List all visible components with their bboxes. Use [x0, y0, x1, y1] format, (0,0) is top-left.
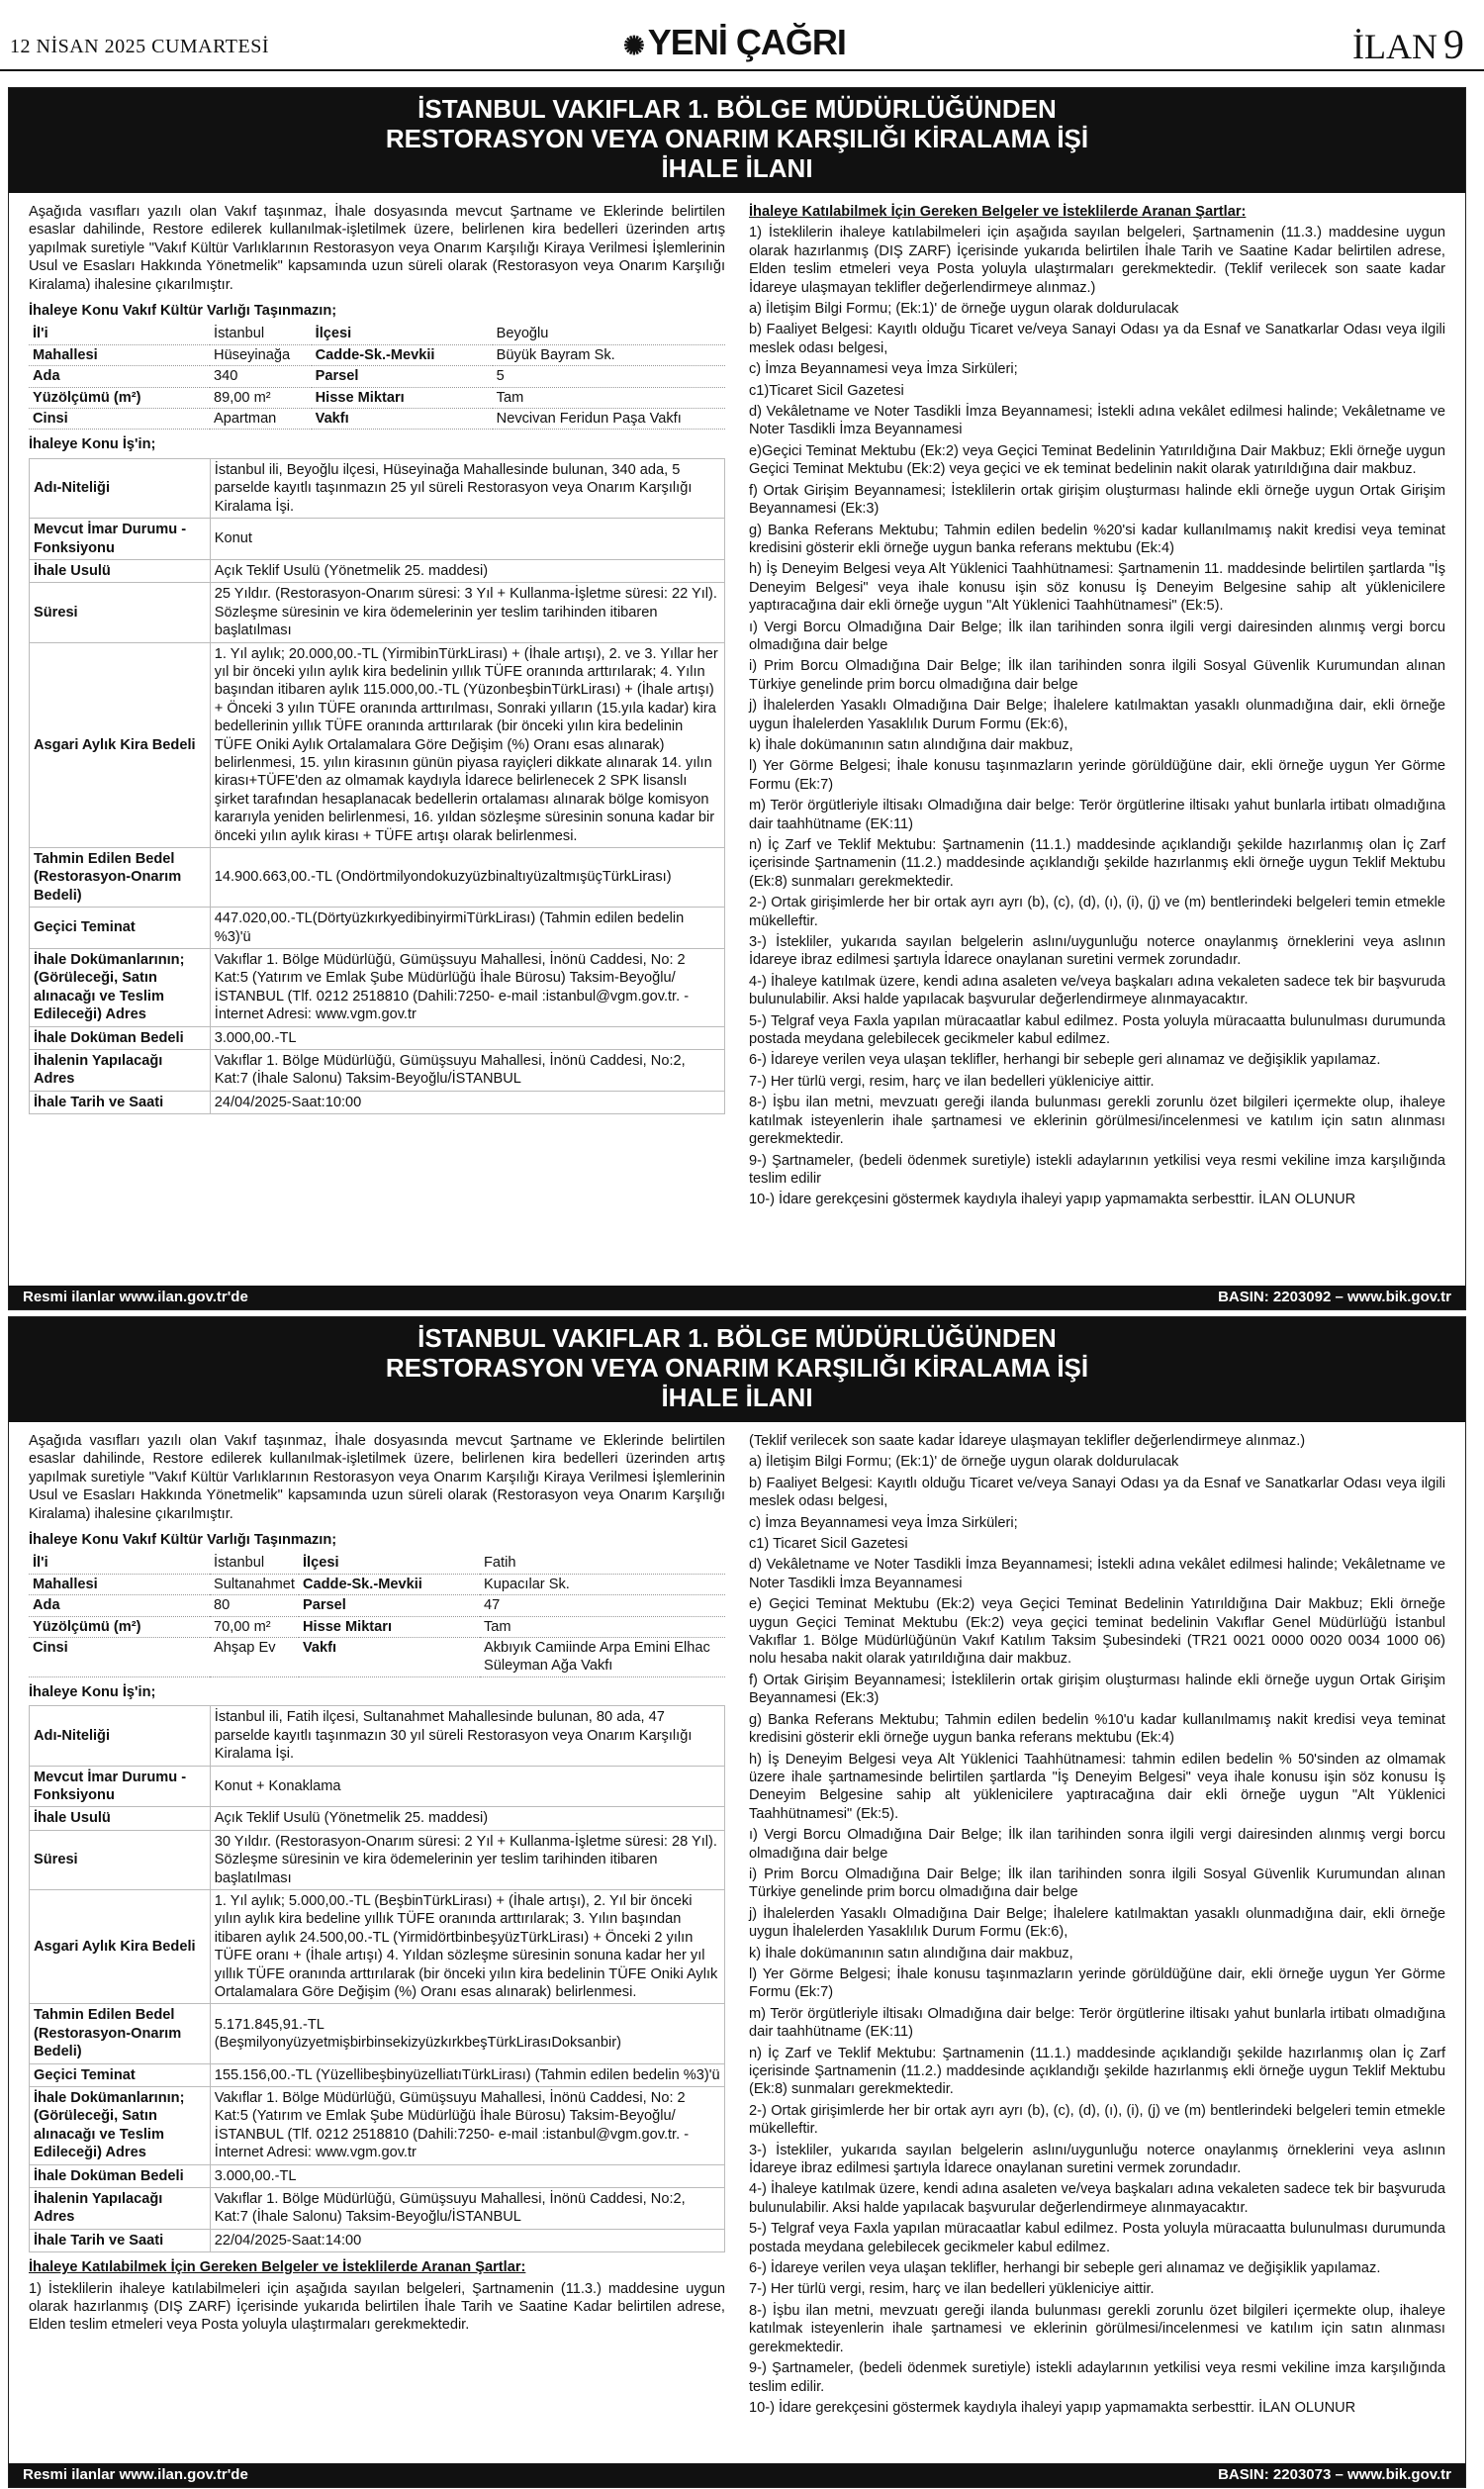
detail-key: İhale Doküman Bedeli — [30, 1026, 211, 1049]
asset-info-row — [29, 1616, 725, 1637]
work-detail-row — [30, 458, 725, 518]
requirement-item: 6-) İdareye verilen veya ulaşan teklifler, herhangi bir sebeple geri alınamaz ve değişiklik yapılamaz. — [749, 2260, 1381, 2277]
info-key: Hisse Miktarı — [312, 387, 493, 408]
right-column — [749, 1432, 1445, 2420]
ad-title-line-3: İHALE İLANI — [661, 1383, 813, 1412]
requirement-item: 6-) İdareye verilen veya ulaşan teklifler, herhangi bir sebeple geri alınamaz ve değişiklik yapılamaz. — [749, 1052, 1381, 1069]
issue-date: 12 NİSAN 2025 CUMARTESİ — [10, 36, 269, 57]
requirement-item: b) Faaliyet Belgesi: Kayıtlı olduğu Ticaret ve/veya Sanayi Odası ya da Esnaf ve Sanatkarlar Odası veya ilgili meslek odası belgesi, — [749, 322, 1445, 356]
info-value: 5 — [493, 366, 725, 387]
info-key: İl'i — [29, 1553, 210, 1574]
work-detail-row — [30, 2087, 725, 2165]
footer-right: BASIN: 2203073 – www.bik.gov.tr — [1218, 2466, 1451, 2483]
requirement-item: m) Terör örgütleriyle iltisakı Olmadığına dair belge: Terör örgütlerine iltisakı yahut bunlarla irtibatı olmadığına dair taahhütname (EK:11) — [749, 798, 1445, 832]
footer-left: Resmi ilanlar www.ilan.gov.tr'de — [23, 2466, 248, 2483]
work-detail-row — [30, 1807, 725, 1830]
tender-ad-1 — [8, 87, 1466, 1310]
detail-value: 5.171.845,91.-TL (BeşmilyonyüzyetmişbirbinsekizyüzkırkbeşTürkLirasıDoksanbir) — [210, 2004, 724, 2063]
requirement-item: 9-) Şartnameler, (bedeli ödenmek suretiyle) istekli adaylarının yetkilisi veya resmi vekiline imza karşılığında teslim edilir. — [749, 2360, 1445, 2395]
requirement-item: 7-) Her türlü vergi, resim, harç ve ilan bedelleri yükleniciye aittir. — [749, 2281, 1155, 2298]
requirement-item: c) İmza Beyannamesi veya İmza Sirküleri; — [749, 361, 1018, 378]
requirements-list — [749, 1432, 1445, 2417]
info-value: İstanbul — [210, 324, 312, 344]
info-value: 47 — [480, 1595, 725, 1616]
detail-key: Mevcut İmar Durumu - Fonksiyonu — [30, 519, 211, 560]
requirements-heading: İhaleye Katılabilmek İçin Gereken Belgeler ve İsteklilerde Aranan Şartlar: — [749, 204, 1247, 220]
info-value: Ahşap Ev — [210, 1638, 299, 1677]
info-key: Parsel — [299, 1595, 480, 1616]
requirement-item: i) Prim Borcu Olmadığına Dair Belge; İlk ilan tarihinden sonra ilgili Sosyal Güvenlik Kurumundan alınan Türkiye genelinde prim borcu olmadığına dair belge — [749, 1866, 1445, 1901]
masthead — [0, 0, 1484, 71]
work-detail-row — [30, 1050, 725, 1092]
requirement-item: a) İletişim Bilgi Formu; (Ek:1)' de örneğe uygun olarak doldurulacak — [749, 301, 1179, 318]
detail-value: 1. Yıl aylık; 20.000,00.-TL (YirmibinTürkLirası) + (İhale artışı), 2. ve 3. Yıllar her yıl bir önceki yılın aylık kira bedelinin yıllık TÜFE oranında arttırılarak; 4. Yılın başından itibaren aylık 115.000,00.-TL (YüzonbeşbinTürkLirası) + (İhale artışı) + Önceki 3 yılın TÜFE oranında arttırılması, Sonraki yılların (15.yıla kadar) kira bedellerinin yıllık TÜFE oranında arttırılarak (bir önceki yılın kira bedelinin TÜFE Oniki Aylık Ortalamalara Göre Değişim (%) Oranı esas alınarak) belirlenmesi, 15. yılın kirasının günün piyasa rayiçleri dikkate alınarak 14. yılın kirası+TÜFE'den az olmamak kaydıyla İdarece belirlenecek 2 SPK lisanslı şirket tarafından hesaplanacak bedellerin ortalaması alınarak bölge komisyon kararıyla yeniden belirlenmesi, 16. yıldan sözleşme süresinin sonuna kadar bir önceki yılın aylık kirası + TÜFE artışı olarak belirlenmesi. — [210, 642, 724, 847]
requirement-item: 10-) İdare gerekçesini göstermek kaydıyla ihaleyi yapıp yapmamakta serbesttir. İLAN OLUNUR — [749, 2399, 1356, 2416]
torch-icon: ✺ — [623, 31, 644, 60]
work-detail-row — [30, 848, 725, 908]
requirement-item: h) İş Deneyim Belgesi veya Alt Yüklenici Taahhütnamesi: tahmin edilen bedelin % 50'sinden az olmamak üzere ihale şartnamesinde belirtilen şartlarda "İş Deneyim Belgesi" veya ihale konusu işin söz konusu İş Deneyim Belgesine sahip alt yüklenicilere yaptıracağına dair ekli örneğe uygun "Alt Yüklenici Taahhütnamesi" (Ek:5). — [749, 1751, 1445, 1822]
info-key: Yüzölçümü (m²) — [29, 387, 210, 408]
info-value: Beyoğlu — [493, 324, 725, 344]
info-key: Cinsi — [29, 1638, 210, 1677]
info-value: Apartman — [210, 409, 312, 430]
detail-value: 447.020,00.-TL(DörtyüzkırkyedibinyirmiTürkLirası) (Tahmin edilen bedelin %3)'ü — [210, 908, 724, 949]
detail-value: Vakıflar 1. Bölge Müdürlüğü, Gümüşsuyu Mahallesi, İnönü Caddesi, No:2, Kat:7 (İhale Salonu) Taksim-Beyoğlu/İSTANBUL — [210, 2188, 724, 2230]
detail-key: İhale Dokümanlarının; (Görüleceği, Satın alınacağı ve Teslim Edileceği) Adres — [30, 949, 211, 1027]
info-key: Vakfı — [312, 409, 493, 430]
asset-label: İhaleye Konu Vakıf Kültür Varlığı Taşınmazın; — [29, 1532, 337, 1549]
info-key: İlçesi — [299, 1553, 480, 1574]
detail-value: Konut + Konaklama — [210, 1766, 724, 1807]
requirement-item: e) Geçici Teminat Mektubu (Ek:2) veya Geçici Teminat Bedelinin Yatırıldığına Dair Makbuz; Ekli örneğe uygun Geçici Teminat Mektubu (Ek:2) veya geçici teminat bedelinin Vakıflar Genel Müdürlüğü İstanbul Vakıflar 1. Bölge Müdürlüğünün Vakıf Katılım Taksim Şubesindeki (TR21 0021 0000 0020 0034 1000 06) nolu hesaba nakit olarak yatırıldığına dair makbuz. — [749, 1596, 1445, 1668]
requirement-item: 2-) Ortak girişimlerde her bir ortak ayrı ayrı (b), (c), (d), (ı), (i), (j) ve (m) bentlerindeki belgeleri temin etmekle mükelleftir. — [749, 2102, 1445, 2138]
ad-title-line-1: İSTANBUL VAKIFLAR 1. BÖLGE MÜDÜRLÜĞÜNDEN — [417, 94, 1057, 124]
info-key: Parsel — [312, 366, 493, 387]
info-value: 340 — [210, 366, 312, 387]
info-value: 70,00 m² — [210, 1616, 299, 1637]
ad-title-line-2: RESTORASYON VEYA ONARIM KARŞILIĞI KİRALAMA İŞİ — [385, 124, 1089, 153]
info-key: Cadde-Sk.-Mevkii — [312, 344, 493, 365]
info-value: Hüseyinağa — [210, 344, 312, 365]
detail-value: Konut — [210, 519, 724, 560]
requirement-item: g) Banka Referans Mektubu; Tahmin edilen bedelin %20'si kadar kullanılmamış nakit kredisi veya teminat kredisini gösterir ekli örneğe uygun banka referans mektubu (Ek:4) — [749, 522, 1445, 556]
requirement-item: j) İhalelerden Yasaklı Olmadığına Dair Belge; İhalelere katılmaktan yasaklı olunmadığına dair, ekli örneğe uygun İhalelerden Yasaklılık Durum Formu (Ek:6), — [749, 698, 1445, 732]
requirement-item: ı) Vergi Borcu Olmadığına Dair Belge; İlk ilan tarihinden sonra ilgili vergi dairesinden alınmış vergi borcu olmadığına dair belge — [749, 619, 1445, 653]
detail-value: 155.156,00.-TL (YüzellibeşbinyüzelliatıTürkLirası) (Tahmin edilen bedelin %3)'ü — [210, 2063, 724, 2086]
asset-info-row — [29, 324, 725, 344]
requirement-item: n) İç Zarf ve Teklif Mektubu: Şartnamenin (11.1.) maddesinde açıklandığı şekilde hazırlanmış olan İç Zarf içerisinde Şartnamenin (11.2.) maddesinde açıklandığı şekilde hazırlanmış ekli örneğe uygun Teklif Mektubu (Ek:8) sunmaları gerekmektedir. — [749, 2045, 1445, 2098]
ad-title-line-2: RESTORASYON VEYA ONARIM KARŞILIĞI KİRALAMA İŞİ — [385, 1353, 1089, 1383]
requirement-item: 3-) İstekliler, yukarıda sayılan belgelerin aslını/uygunluğu noterce onaylanmış örneklerini veya aslının İdareye ibraz edilmesi şartıyla İdarece onaylanan suretini vermek zorundadır. — [749, 2142, 1445, 2177]
work-detail-row — [30, 642, 725, 847]
page-label — [1352, 22, 1464, 69]
left-column — [29, 203, 725, 1212]
requirement-item: 8-) İşbu ilan metni, mevzuatı gereği ilanda bulunması gerekli zorunlu özet bilgileri içermekte olup, ihaleye katılmak isteyenlerin ihale şartnamesi ve eklerinin görülmesi/incelenmesi ve katılım için satın alınması gerekmektedir. — [749, 2302, 1445, 2355]
info-value: Tam — [493, 387, 725, 408]
ad-footer — [9, 2463, 1465, 2487]
asset-info-table — [29, 324, 725, 430]
requirements-intro: 1) İsteklilerin ihaleye katılabilmeleri için aşağıda sayılan belgeleri, Şartnamenin (11.3.) maddesine uygun olarak hazırlanmış (DIŞ ZARF) İçerisinde yukarıda belirtilen İhale Tarih ve Saatine Kadar belirtilen adrese, Elden teslim etmeleri veya Posta yoluyla ulaştırmaları gerekmektedir. — [29, 2280, 725, 2334]
requirement-item: 7-) Her türlü vergi, resim, harç ve ilan bedelleri yükleniciye aittir. — [749, 1073, 1155, 1090]
requirement-item: k) İhale dokümanının satın alındığına dair makbuz, — [749, 736, 1073, 753]
requirement-item: n) İç Zarf ve Teklif Mektubu: Şartnamenin (11.1.) maddesinde açıklandığı şekilde hazırlanmış olan İç Zarf içerisinde Şartnamenin (11.2.) maddesinde açıklandığı şekilde hazırlanmış ekli örneğe uygun Teklif Mektubu (Ek:8) sunmaları gerekmektedir. — [749, 837, 1445, 890]
requirement-item: 1) İsteklilerin ihaleye katılabilmeleri için aşağıda sayılan belgeleri, Şartnamenin (11.3.) maddesine uygun olarak hazırlanmış (DIŞ ZARF) İçerisinde yukarıda belirtilen İhale Tarih ve Saatine Kadar belirtilen adrese, Elden teslim etmeleri veya Posta yoluyla ulaştırmaları gerekmektedir. (Teklif verilecek son saate kadar İdareye ulaşmayan teklifler değerlendirmeye alınmaz.) — [749, 225, 1445, 296]
work-label: İhaleye Konu İş'in; — [29, 1683, 156, 1700]
work-detail-row — [30, 1830, 725, 1889]
requirement-item: d) Vekâletname ve Noter Tasdikli İmza Beyannamesi; İstekli adına vekâlet edilmesi halinde; Vekâletname ve Noter Tasdikli İmza Beyannamesi — [749, 404, 1445, 438]
ad-title-line-3: İHALE İLANI — [661, 153, 813, 183]
ad-title-line-1: İSTANBUL VAKIFLAR 1. BÖLGE MÜDÜRLÜĞÜNDEN — [417, 1323, 1057, 1353]
info-key: Yüzölçümü (m²) — [29, 1616, 210, 1637]
requirement-item: l) Yer Görme Belgesi; İhale konusu taşınmazların yerinde görüldüğüne dair, ekli örneğe uygun Yer Görme Formu (Ek:7) — [749, 1965, 1445, 2001]
detail-value: İstanbul ili, Beyoğlu ilçesi, Hüseyinağa Mahallesinde bulunan, 340 ada, 5 parselde kayıtlı taşınmazın 25 yıl süreli Restorasyon veya Onarım Karşılığı Kiralama İşi. — [210, 458, 724, 518]
requirement-item: m) Terör örgütleriyle iltisakı Olmadığına dair belge: Terör örgütlerine iltisakı yahut bunlarla irtibatı olmadığına dair taahhütname (EK:11) — [749, 2005, 1445, 2041]
requirement-item: 4-) İhaleye katılmak üzere, kendi adına asaleten ve/veya başkaları adına vekaleten sadece tek bir başvuruda bulunulabilir. Aksi halde yapılacak başvurular değerlendirmeye alınmayacaktır. — [749, 2181, 1445, 2216]
requirement-item: a) İletişim Bilgi Formu; (Ek:1)' de örneğe uygun olarak doldurulacak — [749, 1454, 1179, 1471]
requirement-item: j) İhalelerden Yasaklı Olmadığına Dair Belge; İhalelere katılmaktan yasaklı olunmadığına dair, ekli örneğe uygun İhalelerden Yasaklılık Durum Formu (Ek:6), — [749, 1905, 1445, 1941]
detail-key: Tahmin Edilen Bedel (Restorasyon-Onarım Bedeli) — [30, 848, 211, 908]
intro-text: Aşağıda vasıfları yazılı olan Vakıf taşınmaz, İhale dosyasında mevcut Şartname ve Eklerinde belirtilen esaslar dahilinde, Restore edilerek kullanılmak-işletilmek üzere, belirlenen kira bedelleri üzerinden artış yapılmak suretiyle "Vakıf Kültür Varlıklarının Restorasyon veya Onarım Karşılığı Kiraya Verilmesi İşlemlerinin Usul ve Esasları Hakkında Yönetmelik" kapsamında uzun süreli olarak (Restorasyon veya Onarım Karşılığı Kiralama) ihalesine çıkarılmıştır. — [29, 1433, 725, 1522]
info-key: Cinsi — [29, 409, 210, 430]
requirement-item: h) İş Deneyim Belgesi veya Alt Yüklenici Taahhütnamesi: Şartnamenin 11. maddesinde belirtilen şartlarda "İş Deneyim Belgesi" veya ihale konusu işin söz konusu İş Deneyim Belgesine sahip alt yüklenicilere yaptıracağına dair ekli örneğe uygun "Alt Yüklenici Taahhütnamesi" (Ek:5). — [749, 561, 1445, 615]
detail-key: Süresi — [30, 583, 211, 642]
ad-title — [9, 1317, 1465, 1422]
detail-key: Asgari Aylık Kira Bedeli — [30, 642, 211, 847]
info-key: Mahallesi — [29, 344, 210, 365]
requirement-item: 9-) Şartnameler, (bedeli ödenmek suretiyle) istekli adaylarının yetkilisi veya resmi vekiline imza karşılığında teslim edilir — [749, 1152, 1445, 1187]
newspaper-logo — [623, 22, 846, 63]
requirement-item: b) Faaliyet Belgesi: Kayıtlı olduğu Ticaret ve/veya Sanayi Odası ya da Esnaf ve Sanatkarlar Odası veya ilgili meslek odası belgesi, — [749, 1475, 1445, 1510]
asset-label: İhaleye Konu Vakıf Kültür Varlığı Taşınmazın; — [29, 303, 337, 320]
requirement-item: f) Ortak Girişim Beyannamesi; İsteklilerin ortak girişim oluşturması halinde ekli örneğe uygun Ortak Girişim Beyannamesi (Ek:3) — [749, 1672, 1445, 1707]
detail-key: İhalenin Yapılacağı Adres — [30, 2188, 211, 2230]
info-value: Tam — [480, 1616, 725, 1637]
info-key: İlçesi — [312, 324, 493, 344]
detail-value: 25 Yıldır. (Restorasyon-Onarım süresi: 3 Yıl + Kullanma-İşletme süresi: 22 Yıl). Sözleşme süresinin ve kira ödemelerinin yer teslim tarihinden itibaren başlatılması — [210, 583, 724, 642]
logo-text: YENİ ÇAĞRI — [647, 22, 846, 62]
work-detail-row — [30, 2063, 725, 2086]
requirement-item: k) İhale dokümanının satın alındığına dair makbuz, — [749, 1945, 1073, 1962]
detail-key: İhale Tarih ve Saati — [30, 2229, 211, 2251]
work-detail-row — [30, 583, 725, 642]
section-name: İLAN — [1352, 27, 1438, 66]
page-number: 9 — [1443, 23, 1464, 68]
requirement-item: 10-) İdare gerekçesini göstermek kaydıyla ihaleyi yapıp yapmamakta serbesttir. İLAN OLUNUR — [749, 1192, 1356, 1208]
info-value: Fatih — [480, 1553, 725, 1574]
intro-text: Aşağıda vasıfları yazılı olan Vakıf taşınmaz, İhale dosyasında mevcut Şartname ve Eklerinde belirtilen esaslar dahilinde, Restore edilerek kullanılmak-işletilmek üzere, belirlenen kira bedelleri üzerinden artış yapılmak suretiyle "Vakıf Kültür Varlıklarının Restorasyon veya Onarım Karşılığı Kiraya Verilmesi İşlemlerinin Usul ve Esasları Hakkında Yönetmelik" kapsamında uzun süreli olarak (Restorasyon veya Onarım Karşılığı Kiralama) ihalesine çıkarılmıştır. — [29, 204, 725, 293]
tender-ad-2 — [8, 1316, 1466, 2488]
requirement-item: c) İmza Beyannamesi veya İmza Sirküleri; — [749, 1514, 1018, 1531]
asset-info-row — [29, 1574, 725, 1594]
right-column — [749, 203, 1445, 1212]
requirement-item: 3-) İstekliler, yukarıda sayılan belgelerin aslını/uygunluğu noterce onaylanmış örneklerini veya aslının İdareye ibraz edilmesi şartıyla İdarece onaylanan suretini vermek zorundadır. — [749, 934, 1445, 969]
asset-info-row — [29, 387, 725, 408]
detail-value: 14.900.663,00.-TL (OndörtmilyondokuzyüzbinaltıyüzaltmışüçTürkLirası) — [210, 848, 724, 908]
detail-value: 3.000,00.-TL — [210, 1026, 724, 1049]
detail-key: Mevcut İmar Durumu -Fonksiyonu — [30, 1766, 211, 1807]
work-detail-row — [30, 949, 725, 1027]
info-key: Ada — [29, 366, 210, 387]
info-value: Sultanahmet — [210, 1574, 299, 1594]
info-key: İl'i — [29, 324, 210, 344]
work-detail-row — [30, 1091, 725, 1113]
work-detail-row — [30, 1766, 725, 1807]
info-key: Vakfı — [299, 1638, 480, 1677]
detail-key: İhale Usulü — [30, 559, 211, 582]
requirement-item: 4-) İhaleye katılmak üzere, kendi adına asaleten ve/veya başkaları adına vekaleten sadece tek bir başvuruda bulunulabilir. Aksi halde yapılacak başvurular değerlendirmeye alınmayacaktır. — [749, 973, 1445, 1008]
info-value: 80 — [210, 1595, 299, 1616]
info-key: Ada — [29, 1595, 210, 1616]
work-details-table — [29, 458, 725, 1114]
requirement-item: c1)Ticaret Sicil Gazetesi — [749, 382, 904, 399]
work-detail-row — [30, 1889, 725, 2003]
work-detail-row — [30, 908, 725, 949]
requirement-item: (Teklif verilecek son saate kadar İdareye ulaşmayan teklifler değerlendirmeye alınmaz.) — [749, 1433, 1306, 1449]
work-detail-row — [30, 1026, 725, 1049]
info-key: Cadde-Sk.-Mevkii — [299, 1574, 480, 1594]
asset-info-row — [29, 1638, 725, 1677]
work-detail-row — [30, 2229, 725, 2251]
requirement-item: i) Prim Borcu Olmadığına Dair Belge; İlk ilan tarihinden sonra ilgili Sosyal Güvenlik Kurumundan alınan Türkiye genelinde prim borcu olmadığına dair belge — [749, 658, 1445, 693]
requirement-item: l) Yer Görme Belgesi; İhale konusu taşınmazların yerinde görüldüğüne dair, ekli örneğe uygun Yer Görme Formu (Ek:7) — [749, 758, 1445, 793]
detail-key: İhalenin Yapılacağı Adres — [30, 1050, 211, 1092]
work-details-table — [29, 1705, 725, 2252]
asset-info-row — [29, 366, 725, 387]
work-detail-row — [30, 2188, 725, 2230]
detail-key: Geçici Teminat — [30, 2063, 211, 2086]
detail-value: Vakıflar 1. Bölge Müdürlüğü, Gümüşsuyu Mahallesi, İnönü Caddesi, No: 2 Kat:5 (Yatırım ve Emlak Şube Müdürlüğü İhale Bürosu) Taksim-Beyoğlu/İSTANBUL (Tlf. 0212 2518810 (Dahili:7250- e-mail :istanbul@vgm.gov.tr. - İnternet Adresi: www.vgm.gov.tr — [210, 949, 724, 1027]
info-key: Mahallesi — [29, 1574, 210, 1594]
requirement-item: 8-) İşbu ilan metni, mevzuatı gereği ilanda bulunması gerekli zorunlu özet bilgileri içermekte olup, ihaleye katılmak isteyenlerin ihale şartnamesi ve eklerinin görülmesi/incelenmesi ve katılım için satın alınması gerekmektedir. — [749, 1095, 1445, 1148]
detail-value: 24/04/2025-Saat:10:00 — [210, 1091, 724, 1113]
asset-info-table — [29, 1553, 725, 1676]
info-key: Hisse Miktarı — [299, 1616, 480, 1637]
requirements-heading: İhaleye Katılabilmek İçin Gereken Belgeler ve İsteklilerde Aranan Şartlar: — [29, 2259, 526, 2276]
detail-key: İhale Tarih ve Saati — [30, 1091, 211, 1113]
detail-value: 1. Yıl aylık; 5.000,00.-TL (BeşbinTürkLirası) + (İhale artışı), 2. Yıl bir önceki yılın aylık kira bedeline yıllık TÜFE oranında arttırılarak; 3. Yılın başından itibaren aylık 24.500,00.-TL (YirmidörtbinbeşyüzTürkLirası) + Önceki 2 yılın TÜFE oranı + (İhale artışı) 4. Yıldan sözleşme süresinin sonuna kadar her yıl yıllık TÜFE oranında arttırılarak (bir önceki yılın kira bedelinin TÜFE Oniki Aylık Ortalamalara Göre Değişim (%) Oranı esas alınarak) belirlenmesi. — [210, 1889, 724, 2003]
requirement-item: 2-) Ortak girişimlerde her bir ortak ayrı ayrı (b), (c), (d), (ı), (i), (j) ve (m) bentlerindeki belgeleri temin etmekle mükelleftir. — [749, 895, 1445, 929]
work-detail-row — [30, 559, 725, 582]
detail-key: İhale Dokümanlarının; (Görüleceği, Satın alınacağı ve Teslim Edileceği) Adres — [30, 2087, 211, 2165]
requirement-item: f) Ortak Girişim Beyannamesi; İsteklilerin ortak girişim oluşturması halinde ekli örneğe uygun Ortak Girişim Beyannamesi (Ek:3) — [749, 482, 1445, 518]
detail-key: Geçici Teminat — [30, 908, 211, 949]
work-detail-row — [30, 2164, 725, 2187]
info-value: Kupacılar Sk. — [480, 1574, 725, 1594]
requirement-item: 5-) Telgraf veya Faxla yapılan müracaatlar kabul edilmez. Posta yoluyla müracaatta bulunulması durumunda postada meydana gelebilecek gecikmeler kabul edilmez. — [749, 2221, 1445, 2255]
detail-key: Adı-Niteliği — [30, 458, 211, 518]
detail-key: Asgari Aylık Kira Bedeli — [30, 1889, 211, 2003]
asset-info-row — [29, 344, 725, 365]
ad-footer — [9, 1286, 1465, 1309]
detail-value: 3.000,00.-TL — [210, 2164, 724, 2187]
requirement-item: g) Banka Referans Mektubu; Tahmin edilen bedelin %10'u kadar kullanılmamış nakit kredisi veya teminat kredisini gösterir ekli örneğe uygun banka referans mektubu (Ek:4) — [749, 1711, 1445, 1747]
detail-key: İhale Usulü — [30, 1807, 211, 1830]
requirement-item: d) Vekâletname ve Noter Tasdikli İmza Beyannamesi; İstekli adına vekâlet edilmesi halinde; Vekâletname ve Noter Tasdikli İmza Beyannamesi — [749, 1557, 1445, 1591]
left-column — [29, 1432, 725, 2420]
detail-value: 22/04/2025-Saat:14:00 — [210, 2229, 724, 2251]
work-detail-row — [30, 519, 725, 560]
detail-value: Açık Teklif Usulü (Yönetmelik 25. maddesi) — [210, 559, 724, 582]
header-rule — [0, 69, 1484, 71]
work-detail-row — [30, 2004, 725, 2063]
detail-key: Süresi — [30, 1830, 211, 1889]
footer-left: Resmi ilanlar www.ilan.gov.tr'de — [23, 1289, 248, 1305]
detail-value: İstanbul ili, Fatih ilçesi, Sultanahmet Mahallesinde bulunan, 80 ada, 47 parselde kayıtlı taşınmazın 30 yıl süreli Restorasyon veya Onarım Karşılığı Kiralama İşi. — [210, 1706, 724, 1766]
detail-key: İhale Doküman Bedeli — [30, 2164, 211, 2187]
detail-value: Vakıflar 1. Bölge Müdürlüğü, Gümüşsuyu Mahallesi, İnönü Caddesi, No:2, Kat:7 (İhale Salonu) Taksim-Beyoğlu/İSTANBUL — [210, 1050, 724, 1092]
requirement-item: e)Geçici Teminat Mektubu (Ek:2) veya Geçici Teminat Bedelinin Yatırıldığına Dair Makbuz; Ekli örneğe uygun Geçici Teminat Mektubu (Ek:2) veya geçici ve ek teminat bedelinin nakit olarak yatırıldığına dair makbuz. — [749, 442, 1445, 478]
asset-info-row — [29, 1553, 725, 1574]
asset-info-row — [29, 1595, 725, 1616]
info-value: Akbıyık Camiinde Arpa Emini Elhac Süleyman Ağa Vakfı — [480, 1638, 725, 1677]
detail-key: Adı-Niteliği — [30, 1706, 211, 1766]
requirement-item: ı) Vergi Borcu Olmadığına Dair Belge; İlk ilan tarihinden sonra ilgili vergi dairesinden alınmış vergi borcu olmadığına dair belge — [749, 1827, 1445, 1862]
footer-right: BASIN: 2203092 – www.bik.gov.tr — [1218, 1289, 1451, 1305]
requirements-list — [749, 224, 1445, 1208]
asset-info-row — [29, 409, 725, 430]
detail-value: 30 Yıldır. (Restorasyon-Onarım süresi: 2 Yıl + Kullanma-İşletme süresi: 28 Yıl). Sözleşme süresinin ve kira ödemelerinin yer teslim tarihinden itibaren başlatılması — [210, 1830, 724, 1889]
detail-key: Tahmin Edilen Bedel (Restorasyon-Onarım Bedeli) — [30, 2004, 211, 2063]
detail-value: Vakıflar 1. Bölge Müdürlüğü, Gümüşsuyu Mahallesi, İnönü Caddesi, No: 2 Kat:5 (Yatırım ve Emlak Şube Müdürlüğü İhale Bürosu) Taksim-Beyoğlu/İSTANBUL (Tlf. 0212 2518810 (Dahili:7250- e-mail :istanbul@vgm.gov.tr. - İnternet Adresi: www.vgm.gov.tr — [210, 2087, 724, 2165]
work-detail-row — [30, 1706, 725, 1766]
info-value: Büyük Bayram Sk. — [493, 344, 725, 365]
requirement-item: c1) Ticaret Sicil Gazetesi — [749, 1536, 908, 1553]
work-label: İhaleye Konu İş'in; — [29, 436, 156, 453]
info-value: 89,00 m² — [210, 387, 312, 408]
detail-value: Açık Teklif Usulü (Yönetmelik 25. maddesi) — [210, 1807, 724, 1830]
ad-title — [9, 88, 1465, 193]
requirement-item: 5-) Telgraf veya Faxla yapılan müracaatlar kabul edilmez. Posta yoluyla müracaatta bulunulması durumunda postada meydana gelebilecek gecikmeler kabul edilmez. — [749, 1012, 1445, 1048]
info-value: Nevcivan Feridun Paşa Vakfı — [493, 409, 725, 430]
info-value: İstanbul — [210, 1553, 299, 1574]
